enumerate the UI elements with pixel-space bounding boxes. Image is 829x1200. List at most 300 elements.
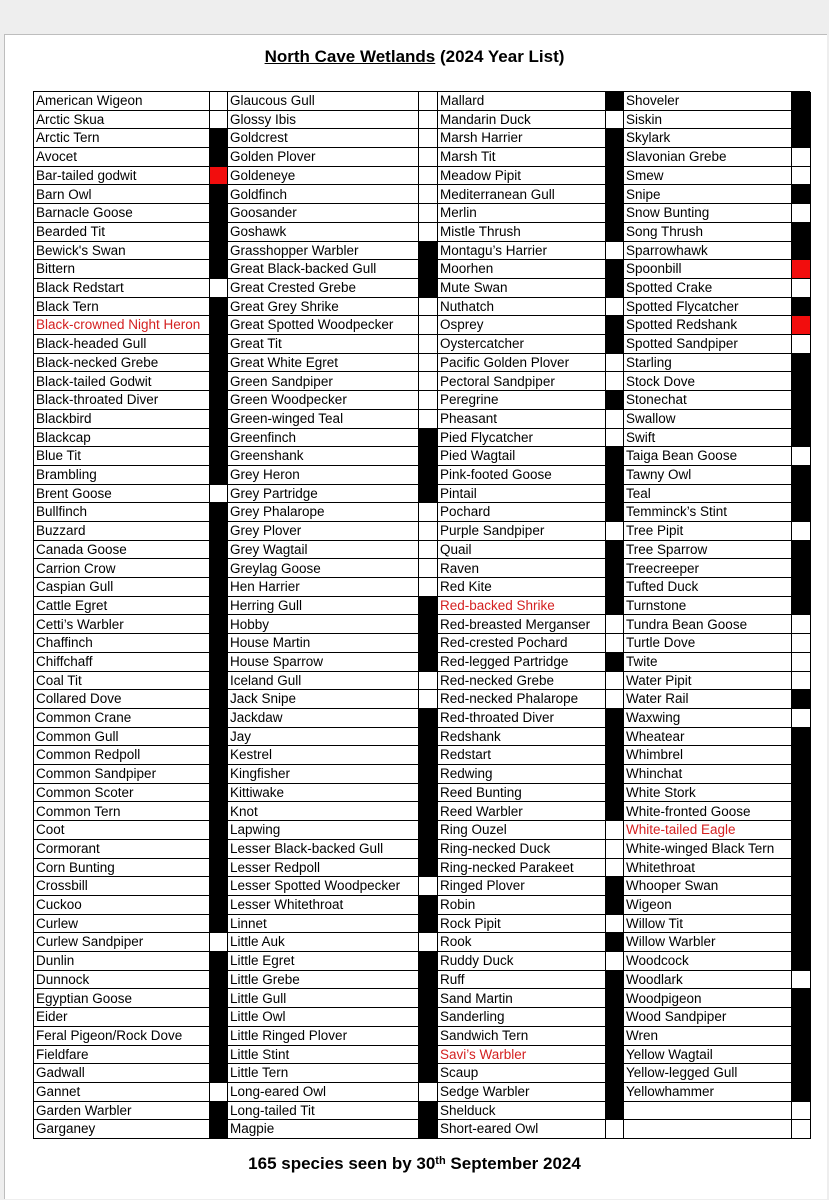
seen-marker	[210, 316, 228, 335]
seen-marker	[210, 952, 228, 971]
species-name: Linnet	[228, 915, 419, 934]
species-name: Common Sandpiper	[34, 765, 210, 784]
species-name: Blackbird	[34, 410, 210, 429]
species-name: Brambling	[34, 466, 210, 485]
highlight-marker	[210, 167, 228, 186]
species-name: Dunnock	[34, 971, 210, 990]
species-name: Raven	[438, 559, 606, 578]
species-name: Sparrowhawk	[624, 242, 792, 261]
unseen-box	[210, 933, 228, 952]
species-name: Ringed Plover	[438, 877, 606, 896]
species-name: Marsh Harrier	[438, 129, 606, 148]
seen-marker	[210, 989, 228, 1008]
species-name: Taiga Bean Goose	[624, 447, 792, 466]
species-name: Snipe	[624, 185, 792, 204]
seen-marker	[210, 541, 228, 560]
species-name: Swallow	[624, 410, 792, 429]
seen-marker	[792, 821, 811, 840]
seen-marker	[606, 541, 624, 560]
species-name: Black Tern	[34, 298, 210, 317]
unseen-box	[792, 1102, 811, 1121]
seen-marker	[792, 223, 811, 242]
seen-marker	[419, 802, 438, 821]
unseen-box	[419, 335, 438, 354]
species-name: Tundra Bean Goose	[624, 615, 792, 634]
seen-marker	[419, 653, 438, 672]
species-name: Scaup	[438, 1064, 606, 1083]
species-name: Goshawk	[228, 223, 419, 242]
seen-marker	[210, 877, 228, 896]
species-name: Yellowhammer	[624, 1083, 792, 1102]
species-name: Grey Partridge	[228, 485, 419, 504]
species-name: Sandwich Tern	[438, 1027, 606, 1046]
species-name: Grey Wagtail	[228, 541, 419, 560]
species-name: Feral Pigeon/Rock Dove	[34, 1027, 210, 1046]
species-name: Great White Egret	[228, 354, 419, 373]
seen-marker	[419, 429, 438, 448]
species-name: Stock Dove	[624, 372, 792, 391]
species-name: Chiffchaff	[34, 653, 210, 672]
species-name: Little Grebe	[228, 971, 419, 990]
species-name: Grey Heron	[228, 466, 419, 485]
unseen-box	[210, 111, 228, 130]
seen-marker	[210, 522, 228, 541]
species-name: Bullfinch	[34, 503, 210, 522]
species-name: Bearded Tit	[34, 223, 210, 242]
species-name: Lesser Spotted Woodpecker	[228, 877, 419, 896]
species-name: Magpie	[228, 1120, 419, 1139]
unseen-box	[419, 167, 438, 186]
seen-marker	[792, 859, 811, 878]
species-name: Savi’s Warbler	[438, 1046, 606, 1065]
species-name: House Martin	[228, 634, 419, 653]
species-name: Tawny Owl	[624, 466, 792, 485]
species-name: Wood Sandpiper	[624, 1008, 792, 1027]
seen-marker	[210, 559, 228, 578]
seen-marker	[792, 933, 811, 952]
seen-marker	[606, 485, 624, 504]
species-name: Eider	[34, 1008, 210, 1027]
species-name: Little Auk	[228, 933, 419, 952]
seen-marker	[792, 410, 811, 429]
species-name: Canada Goose	[34, 541, 210, 560]
species-name: Shoveler	[624, 92, 792, 111]
species-name: Barn Owl	[34, 185, 210, 204]
species-name: Great Grey Shrike	[228, 298, 419, 317]
species-name: Common Tern	[34, 802, 210, 821]
species-name: Little Tern	[228, 1064, 419, 1083]
unseen-box	[606, 522, 624, 541]
seen-marker	[419, 1120, 438, 1139]
species-name: Coal Tit	[34, 672, 210, 691]
summary-date: September 2024	[450, 1154, 581, 1173]
seen-marker	[419, 709, 438, 728]
unseen-box	[792, 279, 811, 298]
species-name: Blackcap	[34, 429, 210, 448]
unseen-box	[419, 410, 438, 429]
species-name: Waxwing	[624, 709, 792, 728]
species-name: Red-throated Diver	[438, 709, 606, 728]
species-name: Corn Bunting	[34, 859, 210, 878]
unseen-box	[419, 204, 438, 223]
seen-marker	[419, 915, 438, 934]
species-name: Ruddy Duck	[438, 952, 606, 971]
seen-marker	[210, 335, 228, 354]
species-name: Brent Goose	[34, 485, 210, 504]
species-name: Common Crane	[34, 709, 210, 728]
seen-marker	[606, 896, 624, 915]
seen-marker	[792, 1083, 811, 1102]
seen-marker	[792, 503, 811, 522]
species-name: Sanderling	[438, 1008, 606, 1027]
unseen-box	[606, 634, 624, 653]
species-name: Red Kite	[438, 578, 606, 597]
seen-marker	[210, 1120, 228, 1139]
species-name: Redshank	[438, 728, 606, 747]
seen-marker	[210, 354, 228, 373]
species-name: Teal	[624, 485, 792, 504]
seen-marker	[606, 597, 624, 616]
species-name: Wheatear	[624, 728, 792, 747]
species-name: Water Rail	[624, 690, 792, 709]
seen-marker	[606, 933, 624, 952]
species-name: Pacific Golden Plover	[438, 354, 606, 373]
seen-marker	[792, 429, 811, 448]
seen-marker	[419, 746, 438, 765]
unseen-box	[792, 204, 811, 223]
unseen-box	[419, 1083, 438, 1102]
seen-marker	[419, 447, 438, 466]
species-name: Bewick's Swan	[34, 242, 210, 261]
unseen-box	[419, 111, 438, 130]
seen-marker	[419, 840, 438, 859]
species-name: Sedge Warbler	[438, 1083, 606, 1102]
seen-marker	[419, 242, 438, 261]
species-name: Yellow-legged Gull	[624, 1064, 792, 1083]
unseen-box	[210, 1083, 228, 1102]
species-name: Swift	[624, 429, 792, 448]
unseen-box	[419, 185, 438, 204]
species-name: Bar-tailed godwit	[34, 167, 210, 186]
species-name: White-winged Black Tern	[624, 840, 792, 859]
species-name: Spotted Sandpiper	[624, 335, 792, 354]
seen-marker	[210, 372, 228, 391]
species-name: Black Redstart	[34, 279, 210, 298]
species-name: Curlew Sandpiper	[34, 933, 210, 952]
species-name: Goldeneye	[228, 167, 419, 186]
seen-marker	[792, 485, 811, 504]
seen-marker	[419, 859, 438, 878]
species-name: Cormorant	[34, 840, 210, 859]
species-name: Quail	[438, 541, 606, 560]
species-name: Grasshopper Warbler	[228, 242, 419, 261]
seen-marker	[419, 279, 438, 298]
species-name: Arctic Skua	[34, 111, 210, 130]
species-name: Garden Warbler	[34, 1102, 210, 1121]
species-name: Little Gull	[228, 989, 419, 1008]
species-name: White-tailed Eagle	[624, 821, 792, 840]
seen-marker	[792, 111, 811, 130]
seen-marker	[210, 802, 228, 821]
seen-marker	[210, 1046, 228, 1065]
seen-marker	[419, 1008, 438, 1027]
species-name	[624, 1102, 792, 1121]
species-name: Tufted Duck	[624, 578, 792, 597]
species-name: Barnacle Goose	[34, 204, 210, 223]
species-name: Spotted Flycatcher	[624, 298, 792, 317]
seen-marker	[792, 578, 811, 597]
species-name: Iceland Gull	[228, 672, 419, 691]
species-name: Pied Flycatcher	[438, 429, 606, 448]
seen-marker	[210, 223, 228, 242]
species-name: Ring-necked Duck	[438, 840, 606, 859]
seen-marker	[792, 765, 811, 784]
seen-marker	[419, 1064, 438, 1083]
species-name: Knot	[228, 802, 419, 821]
seen-marker	[792, 372, 811, 391]
unseen-box	[419, 672, 438, 691]
seen-marker	[210, 615, 228, 634]
seen-marker	[210, 1064, 228, 1083]
species-name: Mediterranean Gull	[438, 185, 606, 204]
species-name: Nuthatch	[438, 298, 606, 317]
species-name: Sand Martin	[438, 989, 606, 1008]
species-name: Glaucous Gull	[228, 92, 419, 111]
species-name: Black-headed Gull	[34, 335, 210, 354]
seen-marker	[210, 185, 228, 204]
seen-marker	[210, 728, 228, 747]
species-name: Short-eared Owl	[438, 1120, 606, 1139]
seen-marker	[419, 260, 438, 279]
unseen-box	[419, 578, 438, 597]
species-name: Hobby	[228, 615, 419, 634]
species-name: Whinchat	[624, 765, 792, 784]
species-name: Turnstone	[624, 597, 792, 616]
species-name: Whitethroat	[624, 859, 792, 878]
species-name: Woodpigeon	[624, 989, 792, 1008]
seen-marker	[419, 615, 438, 634]
unseen-box	[606, 372, 624, 391]
seen-marker	[419, 989, 438, 1008]
seen-marker	[792, 802, 811, 821]
unseen-box	[792, 335, 811, 354]
species-name: Marsh Tit	[438, 148, 606, 167]
unseen-box	[606, 429, 624, 448]
seen-marker	[210, 709, 228, 728]
species-name: Yellow Wagtail	[624, 1046, 792, 1065]
seen-marker	[606, 559, 624, 578]
seen-marker	[606, 260, 624, 279]
species-name: Dunlin	[34, 952, 210, 971]
seen-marker	[210, 466, 228, 485]
unseen-box	[606, 410, 624, 429]
seen-marker	[606, 1102, 624, 1121]
species-name: Peregrine	[438, 391, 606, 410]
unseen-box	[419, 391, 438, 410]
species-name: Fieldfare	[34, 1046, 210, 1065]
seen-marker	[210, 1008, 228, 1027]
unseen-box	[210, 485, 228, 504]
species-name: Pied Wagtail	[438, 447, 606, 466]
species-name: Jay	[228, 728, 419, 747]
seen-marker	[606, 185, 624, 204]
species-name: Pochard	[438, 503, 606, 522]
seen-marker	[792, 746, 811, 765]
seen-marker	[210, 503, 228, 522]
species-name: Pintail	[438, 485, 606, 504]
species-name: Spotted Crake	[624, 279, 792, 298]
species-name: Caspian Gull	[34, 578, 210, 597]
unseen-box	[792, 672, 811, 691]
species-name: Garganey	[34, 1120, 210, 1139]
species-name: Rook	[438, 933, 606, 952]
seen-marker	[606, 279, 624, 298]
species-name: Red-breasted Merganser	[438, 615, 606, 634]
seen-marker	[606, 1027, 624, 1046]
seen-marker	[210, 148, 228, 167]
species-name: Ring Ouzel	[438, 821, 606, 840]
species-name: Black-necked Grebe	[34, 354, 210, 373]
species-name: Woodlark	[624, 971, 792, 990]
unseen-box	[419, 92, 438, 111]
species-name: Mallard	[438, 92, 606, 111]
unseen-box	[606, 615, 624, 634]
species-name: Glossy Ibis	[228, 111, 419, 130]
species-name: Robin	[438, 896, 606, 915]
seen-marker	[792, 784, 811, 803]
species-name: Montagu’s Harrier	[438, 242, 606, 261]
species-name: Crossbill	[34, 877, 210, 896]
species-name: Great Crested Grebe	[228, 279, 419, 298]
species-name: Chaffinch	[34, 634, 210, 653]
species-name: Merlin	[438, 204, 606, 223]
species-name: Common Scoter	[34, 784, 210, 803]
seen-marker	[792, 354, 811, 373]
seen-marker	[210, 447, 228, 466]
species-name: White-fronted Goose	[624, 802, 792, 821]
seen-marker	[606, 1046, 624, 1065]
species-name: Meadow Pipit	[438, 167, 606, 186]
species-name: Red-necked Grebe	[438, 672, 606, 691]
species-name: Grey Phalarope	[228, 503, 419, 522]
species-name: Long-eared Owl	[228, 1083, 419, 1102]
species-name: Little Ringed Plover	[228, 1027, 419, 1046]
seen-marker	[210, 840, 228, 859]
species-name: Red-crested Pochard	[438, 634, 606, 653]
species-name: Red-necked Phalarope	[438, 690, 606, 709]
unseen-box	[419, 223, 438, 242]
seen-marker	[606, 148, 624, 167]
species-name: Pink-footed Goose	[438, 466, 606, 485]
seen-marker	[606, 709, 624, 728]
species-name: Black-tailed Godwit	[34, 372, 210, 391]
species-name: Red-legged Partridge	[438, 653, 606, 672]
species-name: Reed Warbler	[438, 802, 606, 821]
unseen-box	[606, 859, 624, 878]
species-name: Greylag Goose	[228, 559, 419, 578]
species-name: Mistle Thrush	[438, 223, 606, 242]
species-name: Green Woodpecker	[228, 391, 419, 410]
unseen-box	[606, 690, 624, 709]
species-name: Woodcock	[624, 952, 792, 971]
seen-marker	[210, 260, 228, 279]
seen-marker	[792, 466, 811, 485]
unseen-box	[419, 148, 438, 167]
species-name: Coot	[34, 821, 210, 840]
species-name: Black-throated Diver	[34, 391, 210, 410]
seen-marker	[792, 728, 811, 747]
seen-marker	[606, 391, 624, 410]
species-name: House Sparrow	[228, 653, 419, 672]
species-name: Green-winged Teal	[228, 410, 419, 429]
species-name: Ring-necked Parakeet	[438, 859, 606, 878]
seen-marker	[210, 1102, 228, 1121]
species-name: Wren	[624, 1027, 792, 1046]
species-name: Goosander	[228, 204, 419, 223]
unseen-box	[419, 503, 438, 522]
species-name: Oystercatcher	[438, 335, 606, 354]
species-name: Common Redpoll	[34, 746, 210, 765]
unseen-box	[606, 840, 624, 859]
species-name: Jackdaw	[228, 709, 419, 728]
seen-marker	[210, 597, 228, 616]
seen-marker	[419, 821, 438, 840]
species-name: Treecreeper	[624, 559, 792, 578]
species-name: Ruff	[438, 971, 606, 990]
unseen-box	[606, 1120, 624, 1139]
species-name: Goldfinch	[228, 185, 419, 204]
seen-marker	[419, 1027, 438, 1046]
species-name: Collared Dove	[34, 690, 210, 709]
species-name: Red-backed Shrike	[438, 597, 606, 616]
species-name: Lesser Black-backed Gull	[228, 840, 419, 859]
unseen-box	[210, 279, 228, 298]
seen-marker	[419, 952, 438, 971]
seen-marker	[792, 185, 811, 204]
seen-marker	[210, 915, 228, 934]
species-name: Rock Pipit	[438, 915, 606, 934]
species-name: White Stork	[624, 784, 792, 803]
species-name: Tree Sparrow	[624, 541, 792, 560]
unseen-box	[419, 933, 438, 952]
seen-marker	[792, 989, 811, 1008]
seen-marker	[419, 784, 438, 803]
species-name: Great Spotted Woodpecker	[228, 316, 419, 335]
seen-marker	[792, 92, 811, 111]
species-name: Cetti’s Warbler	[34, 615, 210, 634]
species-name: Long-tailed Tit	[228, 1102, 419, 1121]
seen-marker	[210, 653, 228, 672]
species-name: Smew	[624, 167, 792, 186]
seen-marker	[210, 896, 228, 915]
species-name: Wigeon	[624, 896, 792, 915]
unseen-box	[419, 372, 438, 391]
seen-marker	[606, 129, 624, 148]
species-name: Carrion Crow	[34, 559, 210, 578]
species-name: Curlew	[34, 915, 210, 934]
unseen-box	[419, 541, 438, 560]
species-name: Skylark	[624, 129, 792, 148]
seen-marker	[210, 859, 228, 878]
species-name: Twite	[624, 653, 792, 672]
seen-marker	[210, 429, 228, 448]
species-name: Slavonian Grebe	[624, 148, 792, 167]
species-name: Redwing	[438, 765, 606, 784]
species-name: Lesser Whitethroat	[228, 896, 419, 915]
species-name: Little Egret	[228, 952, 419, 971]
species-name: Pectoral Sandpiper	[438, 372, 606, 391]
seen-marker	[606, 503, 624, 522]
